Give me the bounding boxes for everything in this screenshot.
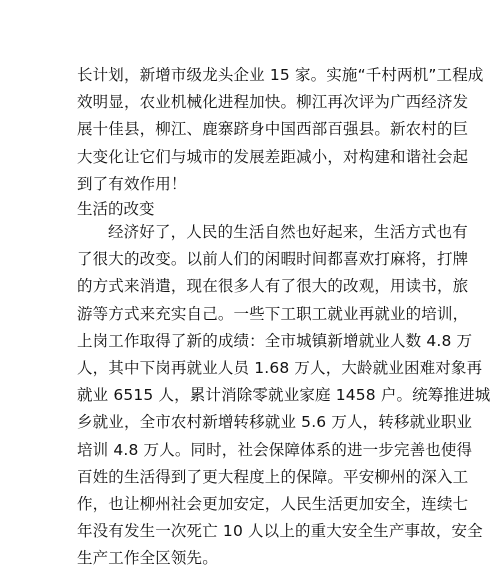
paragraph-2-line: 生产工作全区领先。 [77,549,218,568]
paragraph-2-line: 经济好了，人民的生活自然也好起来，生活方式也有 [108,223,468,241]
paragraph-2-line: 作，也让柳州社会更加安定，人民生活更加安全，连续七 [77,494,469,513]
paragraph-2-line: 百姓的生活得到了更大程度上的保障。平安柳州的深入工 [77,467,469,486]
paragraph-2-line: 游等方式来充实自己。一些下工职工就业再就业的培训， [77,304,469,323]
paragraph-2-line: 上岗工作取得了新的成绩：全市城镇新增就业人数 4.8 万 [77,331,473,350]
paragraph-2-line: 就业 6515 人，累计消除零就业家庭 1458 户。统筹推进城 [77,386,491,405]
paragraph-2-line: 乡就业，全市农村新增转移就业 5.6 万人，转移就业职业 [77,413,473,432]
paragraph-1-line: 展十佳县，柳江、鹿寨跻身中国西部百强县。新农村的巨 [77,120,469,139]
paragraph-1-line: 长计划，新增市级龙头企业 15 家。实施“千村两机”工程成 [77,66,484,84]
paragraph-1-line: 到了有效作用！ [77,174,187,193]
paragraph-2-line: 的方式来消遣，现在很多人有了很大的改观，用读书，旅 [77,277,469,296]
paragraph-1-line: 大变化让它们与城市的发展差距减小，对构建和谐社会起 [77,147,469,166]
paragraph-2-line: 了很大的改变。以前人们的闲暇时间都喜欢打麻将，打牌 [77,250,469,269]
paragraph-1-line: 效明显，农业机械化进程加快。柳江再次评为广西经济发 [77,93,469,112]
paragraph-2-line: 年没有发生一次死亡 10 人以上的重大安全生产事故，安全 [77,522,483,541]
paragraph-2-line: 培训 4.8 万人。同时，社会保障体系的进一步完善也使得 [77,440,473,459]
paragraph-2 [77,219,491,572]
paragraph-1 [77,62,484,198]
section-heading: 生活的改变 [77,200,155,218]
paragraph-2-line: 人，其中下岗再就业人员 1.68 万人，大龄就业困难对象再 [77,358,483,377]
